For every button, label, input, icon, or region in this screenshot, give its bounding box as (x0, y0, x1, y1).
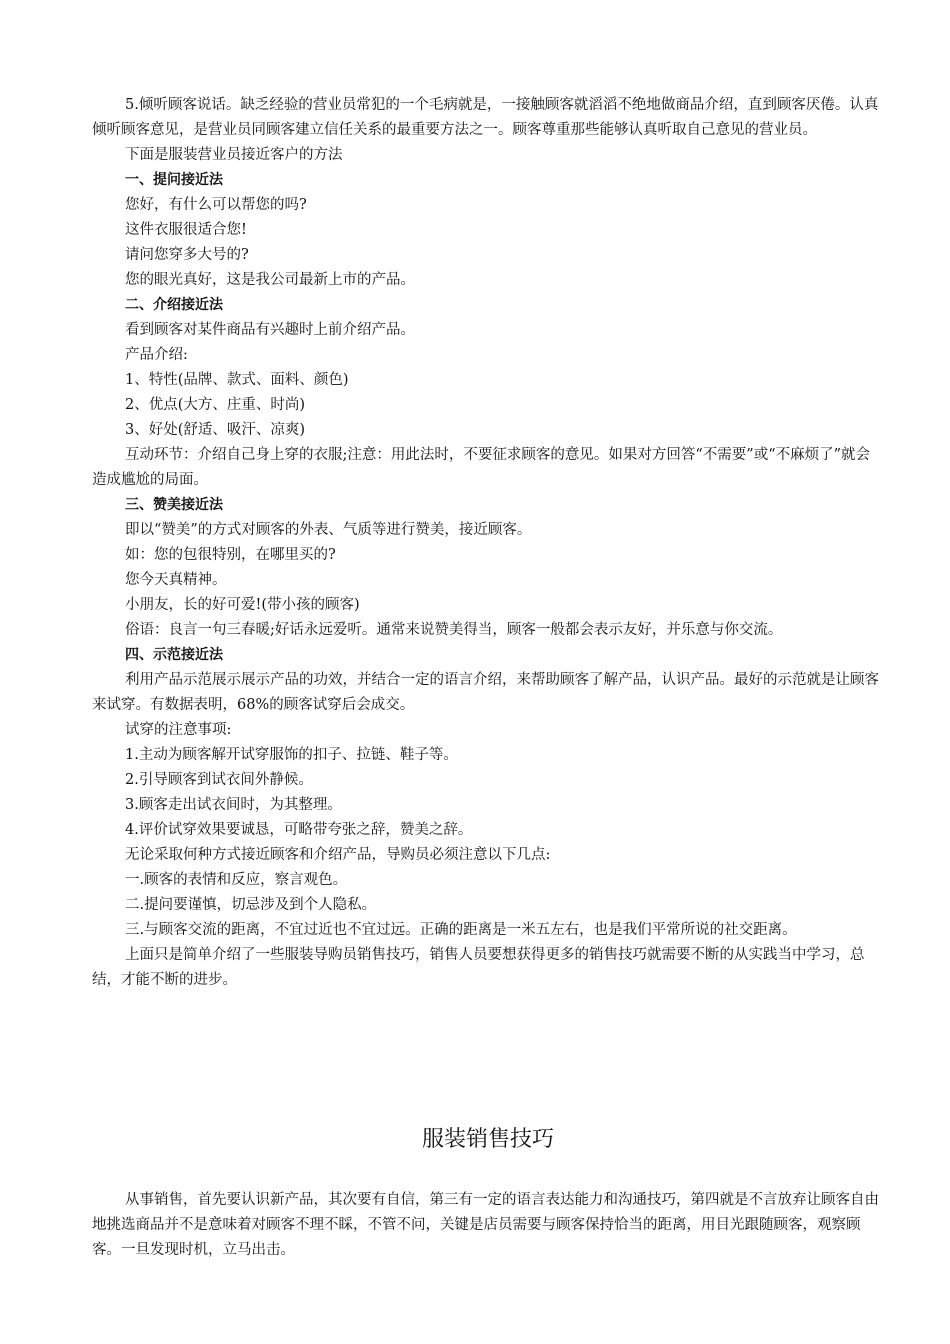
heading-praise-approach: 三、赞美接近法 (125, 497, 223, 513)
text-line: 如：您的包很特别，在哪里买的? (125, 547, 336, 563)
text-line: 4.评价试穿效果要诚恳，可略带夸张之辞，赞美之辞。 (125, 822, 473, 838)
text-line: 二.提问要谨慎，切忌涉及到个人隐私。 (125, 897, 377, 913)
document-body-2 (92, 1188, 884, 1263)
text-line: 看到顾客对某件商品有兴趣时上前介绍产品。 (125, 322, 415, 338)
text-line: 2、优点(大方、庄重、时尚) (125, 397, 306, 413)
paragraph-sales-basics: 从事销售，首先要认识新产品，其次要有自信，第三有一定的语言表达能力和沟通技巧，第四就是不言放弃让顾客自由地挑选商品并不是意味着对顾客不理不睬，不管不问，关键是店员需要与顾客保持恰当的距离，用目光跟随顾客，观察顾客。一旦发现时机，立马出击。 (92, 1192, 879, 1258)
heading-question-approach: 一、提问接近法 (125, 172, 223, 188)
paragraph-demo: 利用产品示范展示展示产品的功效，并结合一定的语言介绍，来帮助顾客了解产品，认识产品。最好的示范就是让顾客来试穿。有数据表明，68%的顾客试穿后会成交。 (92, 672, 879, 713)
text-line: 一.顾客的表情和反应，察言观色。 (125, 872, 348, 888)
text-line: 3、好处(舒适、吸汗、凉爽) (125, 422, 306, 438)
paragraph-intro: 下面是服装营业员接近客户的方法 (125, 147, 343, 163)
text-line: 请问您穿多大号的? (125, 247, 249, 263)
heading-demo-approach: 四、示范接近法 (125, 647, 223, 663)
section-title: 服装销售技巧 (421, 1127, 554, 1152)
text-line: 3.顾客走出试衣间时，为其整理。 (125, 797, 342, 813)
text-line: 1、特性(品牌、款式、面料、颜色) (125, 372, 349, 388)
text-line: 您的眼光真好，这是我公司最新上市的产品。 (125, 272, 415, 288)
text-line: 您今天真精神。 (125, 572, 227, 588)
text-line: 2.引导顾客到试衣间外静候。 (125, 772, 313, 788)
section-title-wrap (92, 1122, 884, 1158)
paragraph-interact: 互动环节：介绍自己身上穿的衣服;注意：用此法时，不要征求顾客的意见。如果对方回答“不需要”或“不麻烦了”就会造成尴尬的局面。 (92, 447, 871, 488)
text-line: 俗语：良言一句三春暖;好话永远爱听。通常来说赞美得当，顾客一般都会表示友好，并乐意与你交流。 (125, 622, 783, 638)
text-line: 三.与顾客交流的距离，不宜过近也不宜过远。正确的距离是一米五左右，也是我们平常所说的社交距离。 (125, 922, 797, 938)
text-line: 即以“赞美”的方式对顾客的外表、气质等进行赞美，接近顾客。 (125, 522, 532, 538)
heading-introduce-approach: 二、介绍接近法 (125, 297, 223, 313)
text-line: 小朋友，长的好可爱!(带小孩的顾客) (125, 597, 360, 613)
text-line: 产品介绍: (125, 347, 188, 363)
text-line: 试穿的注意事项: (125, 722, 232, 738)
paragraph-summary: 上面只是简单介绍了一些服装导购员销售技巧，销售人员要想获得更多的销售技巧就需要不断的从实践当中学习，总结，才能不断的进步。 (92, 947, 865, 988)
text-line: 1.主动为顾客解开试穿服饰的扣子、拉链、鞋子等。 (125, 747, 458, 763)
text-line: 您好，有什么可以帮您的吗? (125, 197, 307, 213)
text-line: 这件衣服很适合您! (125, 222, 247, 238)
document-body (92, 93, 884, 993)
paragraph-listen: 5.倾听顾客说话。缺乏经验的营业员常犯的一个毛病就是，一接触顾客就滔滔不绝地做商品介绍，直到顾客厌倦。认真倾听顾客意见，是营业员同顾客建立信任关系的最重要方法之一。顾客尊重那些能够认真听取自己意见的营业员。 (92, 97, 879, 138)
text-line: 无论采取何种方式接近顾客和介绍产品，导购员必须注意以下几点: (125, 847, 551, 863)
